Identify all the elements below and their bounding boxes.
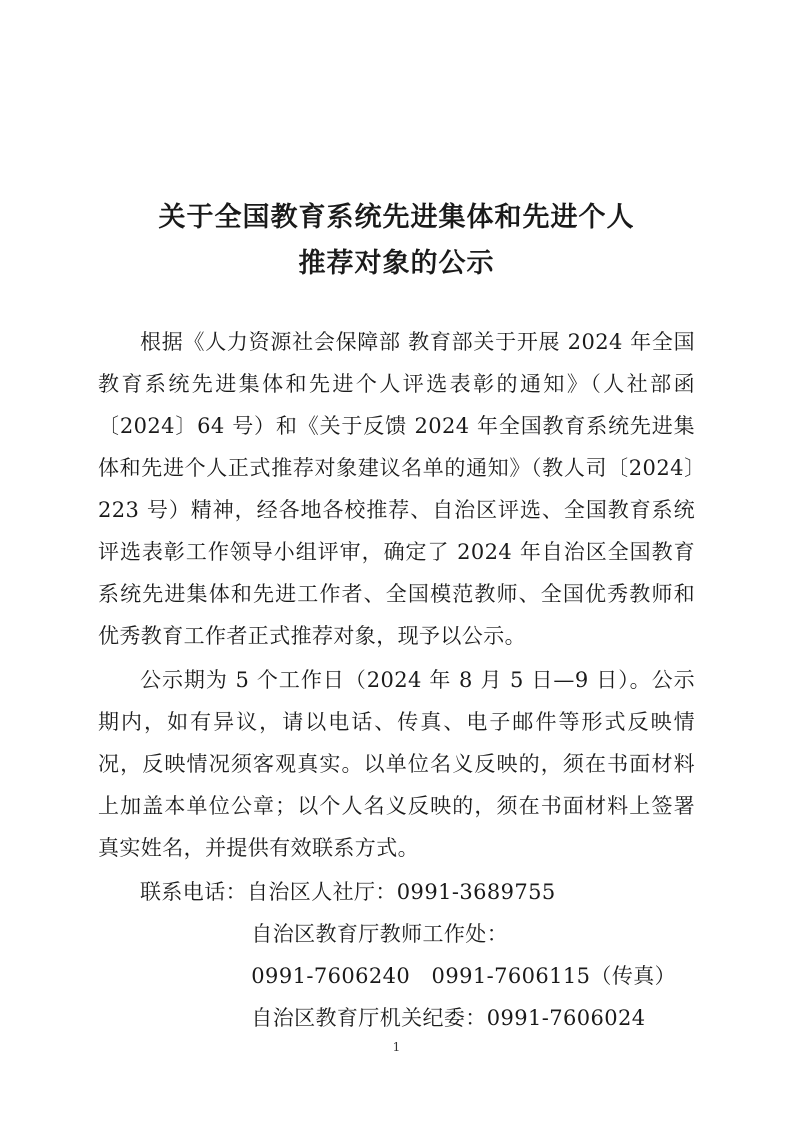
contact-phone-line: 联系电话：自治区人社厅：0991-3689755 bbox=[140, 880, 556, 904]
contact-block bbox=[98, 871, 695, 1039]
page-title bbox=[98, 195, 695, 287]
page-number: 1 bbox=[392, 1040, 401, 1054]
document-body bbox=[98, 321, 695, 869]
paragraph-2: 公示期为 5 个工作日（2024 年 8 月 5 日—9 日）。公示期内，如有异议，请以电话、传真、电子邮件等形式反映情况，反映情况须客观真实。以单位名义反映的，须在书面材料上加盖本单位公章；以个人名义反映的，须在书面材料上签署真实姓名，并提供有效联系方式。 bbox=[98, 668, 695, 860]
page-title-line-2: 推荐对象的公示 bbox=[298, 248, 495, 279]
paragraph-1: 根据《人力资源社会保障部 教育部关于开展 2024 年全国教育系统先进集体和先进个人评选表彰的通知》（人社部函〔2024〕64 号）和《关于反馈 2024 年全国教育系统先进集体和先进个人正式推荐对象建议名单的通知》（教人司〔2024〕223 号）精神，经各地各校推荐、自治区评选、全国教育系统评选表彰工作领导小组评审，确定了 2024 年自治区全国教育系统先进集体和先进工作者、全国模范教师、全国优秀教师和优秀教育工作者正式推荐对象，现予以公示。 bbox=[98, 330, 695, 648]
contact-numbers-line: 0991-7606240 0991-7606115（传真） bbox=[251, 964, 677, 988]
contact-discipline-line: 自治区教育厅机关纪委：0991-7606024 bbox=[251, 1006, 646, 1030]
contact-teacher-office-line: 自治区教育厅教师工作处： bbox=[251, 922, 509, 946]
page-title-line-1: 关于全国教育系统先进集体和先进个人 bbox=[158, 202, 635, 233]
